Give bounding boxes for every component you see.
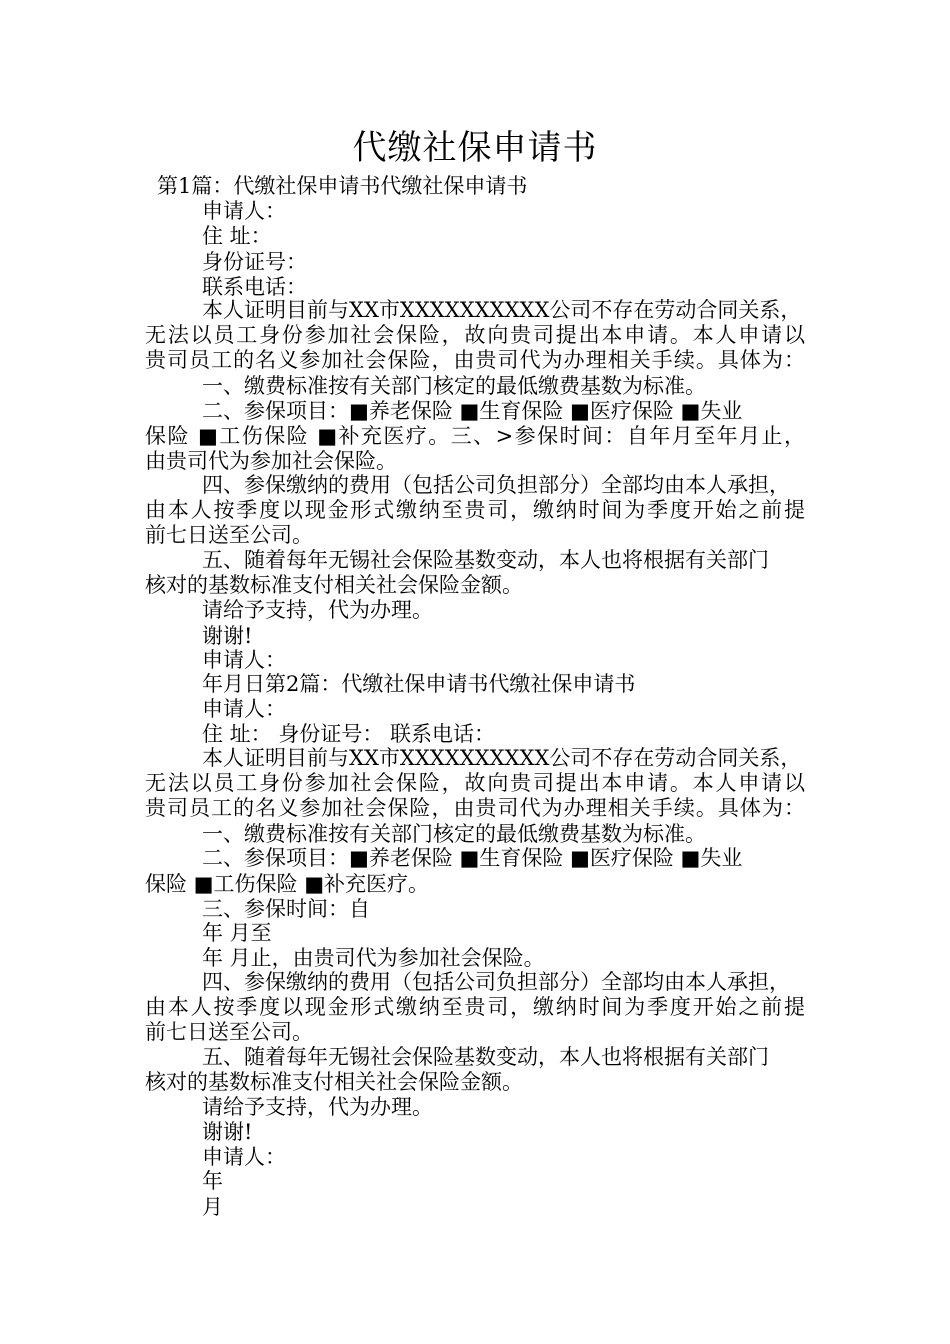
text-line: 五、随着每年无锡社会保险基数变动，本人也将根据有关部门: [202, 1045, 769, 1069]
text-line: 住 址： 身份证号： 联系电话：: [202, 722, 496, 746]
text-line: 无法以员工身份参加社会保险，故向贵司提出本申请。本人申请以: [145, 323, 805, 347]
text-line: 本人证明目前与XX市XXXXXXXXXX公司不存在劳动合同关系，: [202, 746, 802, 770]
text-line: 月: [202, 1195, 223, 1219]
text-line: 申请人：: [202, 648, 286, 672]
text-line: 一、缴费标准按有关部门核定的最低缴费基数为标准。: [202, 822, 706, 846]
text-line: 申请人：: [202, 697, 286, 721]
text-line: 二、参保项目：■养老保险 ■生育保险 ■医疗保险 ■失业: [202, 846, 743, 870]
text-line: 请给予支持，代为办理。: [202, 598, 433, 622]
text-line: 前七日送至公司。: [145, 523, 313, 547]
text-line: 核对的基数标准支付相关社会保险金额。: [145, 573, 523, 597]
text-line: 身份证号：: [202, 250, 307, 274]
text-line: 申请人：: [202, 199, 286, 223]
section-heading: 年月日第2篇：代缴社保申请书代缴社保申请书: [202, 672, 636, 696]
text-line: 前七日送至公司。: [145, 1020, 313, 1044]
text-line: 四、参保缴纳的费用（包括公司负担部分）全部均由本人承担，: [202, 473, 790, 497]
text-line: 由本人按季度以现金形式缴纳至贵司，缴纳时间为季度开始之前提: [145, 498, 805, 522]
text-line: 三、参保时间：自: [202, 897, 370, 921]
text-line: 一、缴费标准按有关部门核定的最低缴费基数为标准。: [202, 374, 706, 398]
text-line: 四、参保缴纳的费用（包括公司负担部分）全部均由本人承担，: [202, 970, 790, 994]
text-line: 谢谢!: [202, 1120, 253, 1144]
text-line: 保险 ■工伤保险 ■补充医疗。: [145, 872, 430, 896]
text-line: 住 址：: [202, 224, 272, 248]
text-line: 核对的基数标准支付相关社会保险金额。: [145, 1070, 523, 1094]
text-line: 由贵司代为参加社会保险。: [145, 449, 397, 473]
text-line: 保险 ■工伤保险 ■补充医疗。三、>参保时间：自年月至年月止，: [145, 424, 805, 448]
text-line: 年 月至: [202, 921, 272, 945]
text-line: 贵司员工的名义参加社会保险，由贵司代为办理相关手续。具体为：: [145, 796, 805, 820]
text-line: 贵司员工的名义参加社会保险，由贵司代为办理相关手续。具体为：: [145, 348, 805, 372]
text-line: 无法以员工身份参加社会保险，故向贵司提出本申请。本人申请以: [145, 771, 805, 795]
text-line: 联系电话：: [202, 275, 307, 299]
text-line: 请给予支持，代为办理。: [202, 1095, 433, 1119]
text-line: 由本人按季度以现金形式缴纳至贵司，缴纳时间为季度开始之前提: [145, 995, 805, 1019]
text-line: 申请人：: [202, 1145, 286, 1169]
section-heading: 第1篇：代缴社保申请书代缴社保申请书: [157, 174, 528, 198]
text-line: 年 月止，由贵司代为参加社会保险。: [202, 946, 545, 970]
text-line: 年: [202, 1169, 223, 1193]
text-line: 五、随着每年无锡社会保险基数变动，本人也将根据有关部门: [202, 548, 769, 572]
text-line: 二、参保项目：■养老保险 ■生育保险 ■医疗保险 ■失业: [202, 399, 743, 423]
document-title: 代缴社保申请书: [352, 128, 598, 168]
text-line: 本人证明目前与XX市XXXXXXXXXX公司不存在劳动合同关系，: [202, 298, 802, 322]
text-line: 谢谢!: [202, 624, 253, 648]
